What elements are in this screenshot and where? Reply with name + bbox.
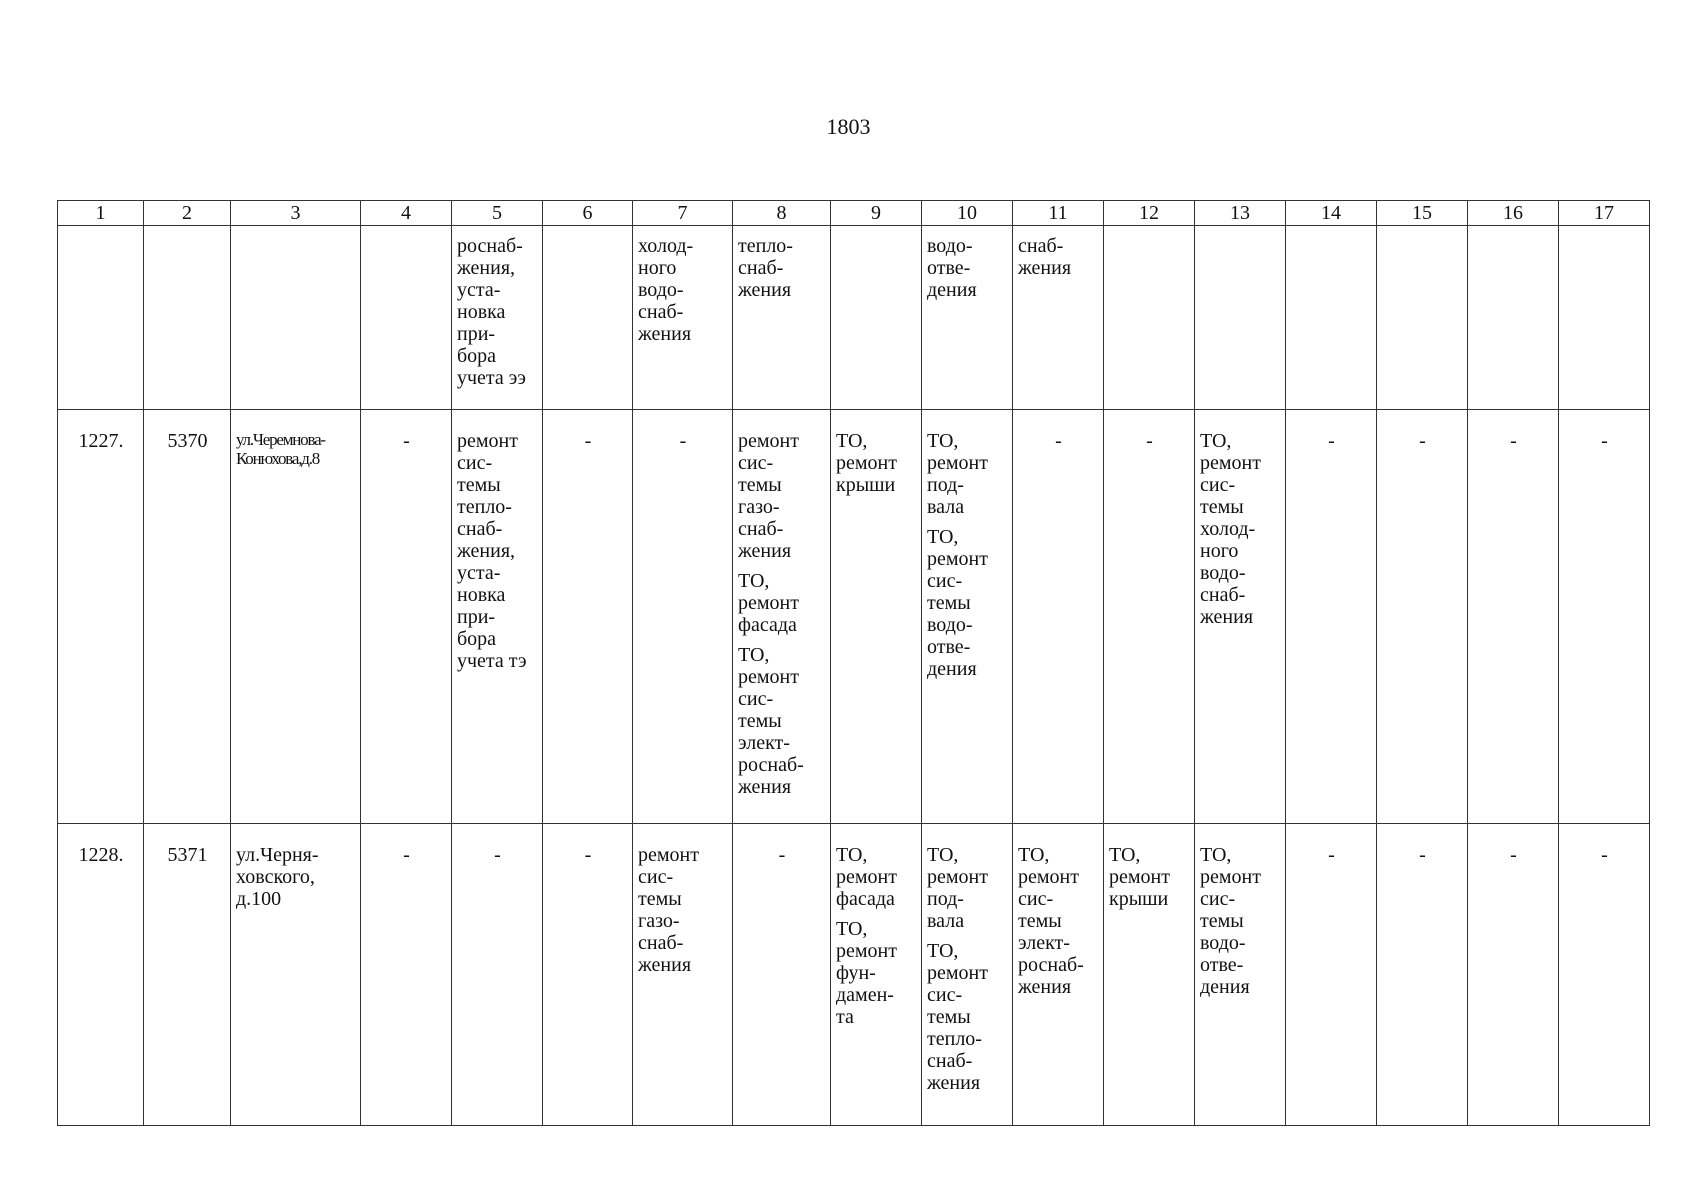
table-cell [1104, 226, 1195, 410]
table-cell: - [361, 824, 452, 1126]
column-header: 5 [452, 201, 543, 226]
table-cell: ТО, ремонт под- вала ТО, ремонт сис- темы тепло- снаб- жения [922, 824, 1013, 1126]
table-cell [1195, 226, 1286, 410]
column-header: 3 [231, 201, 361, 226]
table-cell [543, 226, 633, 410]
table-cell: - [543, 824, 633, 1126]
table-cell: - [452, 824, 543, 1126]
column-header: 15 [1377, 201, 1468, 226]
table-cell: - [1104, 410, 1195, 824]
table-cell [1468, 226, 1559, 410]
table-cell: - [543, 410, 633, 824]
table-cell [1286, 226, 1377, 410]
column-header: 9 [831, 201, 922, 226]
address: ул.Черемнова- Конюхова,д.8 [231, 410, 361, 824]
table-cell [361, 226, 452, 410]
table-cell: - [1013, 410, 1104, 824]
table-cell: ТО, ремонт сис- темы водо- отве- дения [1195, 824, 1286, 1126]
table-cell: - [1559, 410, 1650, 824]
column-header: 2 [144, 201, 231, 226]
column-header: 7 [633, 201, 733, 226]
table-cell [144, 226, 231, 410]
table-cell: снаб- жения [1013, 226, 1104, 410]
column-header: 10 [922, 201, 1013, 226]
table-cell: роснаб- жения, уста- новка при- бора учета ээ [452, 226, 543, 410]
table-cell [231, 226, 361, 410]
table-cell: ТО, ремонт сис- темы элект- роснаб- жения [1013, 824, 1104, 1126]
table-cell: холод- ного водо- снаб- жения [633, 226, 733, 410]
table-row-1227 [58, 410, 1650, 824]
row-number: 1228. [58, 824, 144, 1126]
address: ул.Черня- ховского, д.100 [231, 824, 361, 1126]
column-header: 12 [1104, 201, 1195, 226]
page-number: 1803 [826, 114, 871, 139]
table-cell [58, 226, 144, 410]
table-cell: ТО, ремонт крыши [1104, 824, 1195, 1126]
table-cell: - [1468, 410, 1559, 824]
column-number-header-row [58, 201, 1650, 226]
column-header: 8 [733, 201, 831, 226]
table-cell: - [1286, 410, 1377, 824]
table-cell: - [633, 410, 733, 824]
column-header: 17 [1559, 201, 1650, 226]
table-cell: - [1468, 824, 1559, 1126]
object-id: 5371 [144, 824, 231, 1126]
table-cell: ТО, ремонт крыши [831, 410, 922, 824]
table-cell: - [1377, 410, 1468, 824]
table-cell: - [1559, 824, 1650, 1126]
table-cell: - [1377, 824, 1468, 1126]
table-cell [1559, 226, 1650, 410]
column-header: 16 [1468, 201, 1559, 226]
table-cell: ремонт сис- темы газо- снаб- жения ТО, ремонт фасада ТО, ремонт сис- темы элект- роснаб- жения [733, 410, 831, 824]
table-cell: - [361, 410, 452, 824]
table-row-1228 [58, 824, 1650, 1126]
table-row-continuation [58, 226, 1650, 410]
row-number: 1227. [58, 410, 144, 824]
table-cell: - [733, 824, 831, 1126]
column-header: 13 [1195, 201, 1286, 226]
table-cell [831, 226, 922, 410]
column-header: 1 [58, 201, 144, 226]
column-header: 6 [543, 201, 633, 226]
column-header: 14 [1286, 201, 1377, 226]
table-cell: тепло- снаб- жения [733, 226, 831, 410]
column-header: 4 [361, 201, 452, 226]
table-cell: водо- отве- дения [922, 226, 1013, 410]
table-cell: ТО, ремонт сис- темы холод- ного водо- снаб- жения [1195, 410, 1286, 824]
table-cell: ремонт сис- темы тепло- снаб- жения, уста- новка при- бора учета тэ [452, 410, 543, 824]
column-header: 11 [1013, 201, 1104, 226]
table-cell: ТО, ремонт фасада ТО, ремонт фун- дамен- та [831, 824, 922, 1126]
table-cell: ремонт сис- темы газо- снаб- жения [633, 824, 733, 1126]
repair-schedule-table [57, 200, 1650, 1126]
object-id: 5370 [144, 410, 231, 824]
table-cell: - [1286, 824, 1377, 1126]
table-cell [1377, 226, 1468, 410]
table-cell: ТО, ремонт под- вала ТО, ремонт сис- темы водо- отве- дения [922, 410, 1013, 824]
